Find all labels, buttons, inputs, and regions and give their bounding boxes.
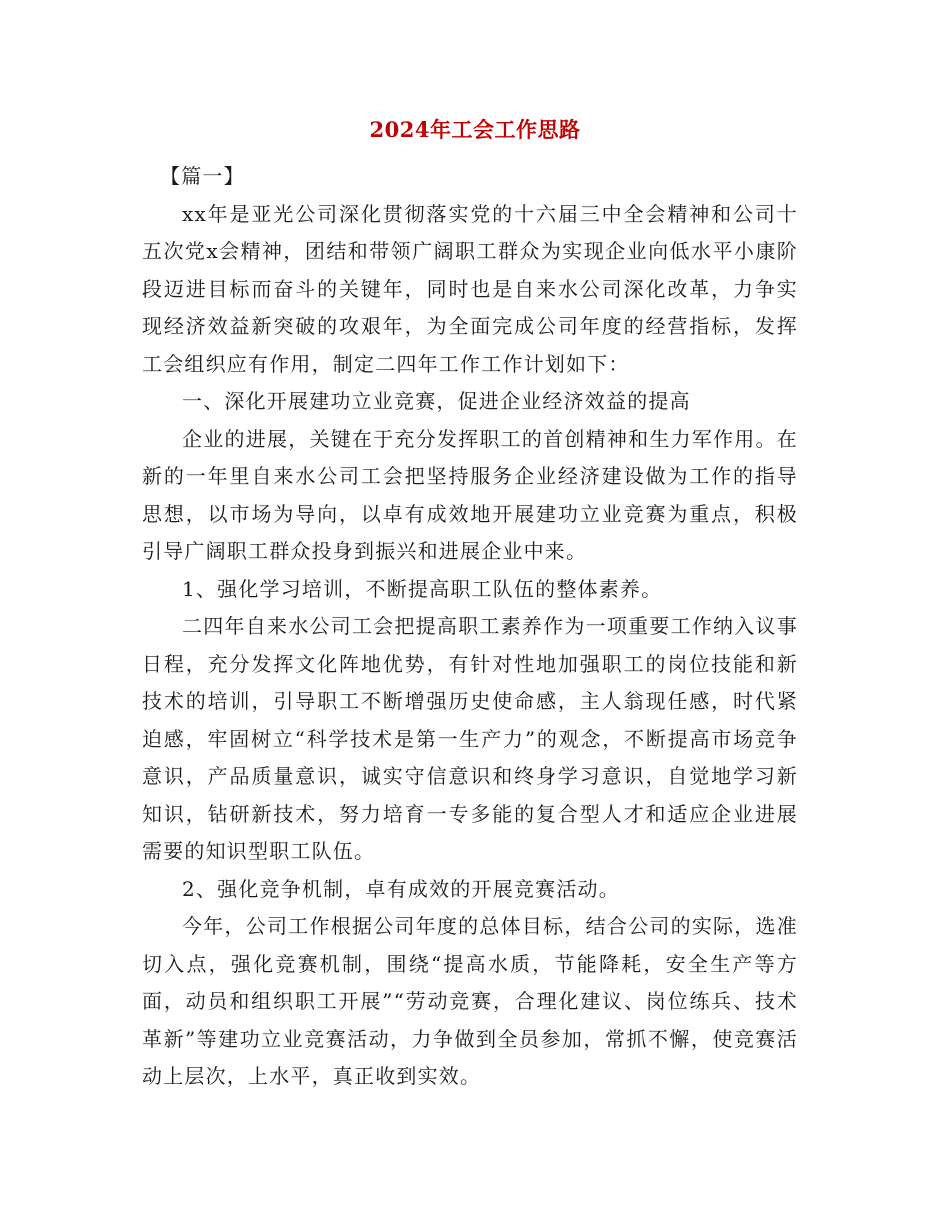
paragraph-intro: xx年是亚光公司深化贯彻落实党的十六届三中全会精神和公司十五次党x会精神，团结和带领广阔职工群众为实现企业向低水平小康阶段迈进目标而奋斗的关键年，同时也是自来水公司深化改革，力争实现经济效益新突破的攻艰年，为全面完成公司年度的经营指标，发挥工会组织应有作用，制定二四年工作工作计划如下： (142, 201, 798, 376)
section-label: 【篇一】 (160, 164, 245, 188)
paragraph: 企业的进展，关键在于充分发挥职工的首创精神和生力军作用。在新的一年里自来水公司工会把坚持服务企业经济建设做为工作的指导思想，以市场为导向，以卓有成效地开展建功立业竞赛为重点，积极引导广阔职工群众投身到振兴和进展企业中来。 (142, 426, 798, 563)
document-body (142, 158, 798, 1096)
heading-section-one: 一、深化开展建功立业竞赛，促进企业经济效益的提高 (182, 389, 691, 413)
subheading-item-2: 2、强化竞争机制，卓有成效的开展竞赛活动。 (182, 876, 620, 901)
paragraph: 今年，公司工作根据公司年度的总体目标，结合公司的实际，选准切入点，强化竞赛机制，围绕“提高水质，节能降耗，安全生产等方面，动员和组织职工开展”“劳动竞赛，合理化建议、岗位练兵、技术革新”等建功立业竞赛活动，力争做到全员参加，常抓不懈，使竞赛活动上层次，上水平，真正收到实效。 (142, 914, 798, 1088)
document-title: 2024年工会工作思路 (369, 117, 581, 142)
subheading-item-1: 1、强化学习培训，不断提高职工队伍的整体素养。 (182, 576, 663, 601)
paragraph: 二四年自来水公司工会把提高职工素养作为一项重要工作纳入议事日程，充分发挥文化阵地优势，有针对性地加强职工的岗位技能和新技术的培训，引导职工不断增强历史使命感，主人翁现任感，时代紧迫感，牢固树立“科学技术是第一生产力”的观念，不断提高市场竞争意识，产品质量意识，诚实守信意识和终身学习意识，自觉地学习新知识，钻研新技术，努力培育一专多能的复合型人才和适应企业进展需要的知识型职工队伍。 (142, 614, 798, 863)
